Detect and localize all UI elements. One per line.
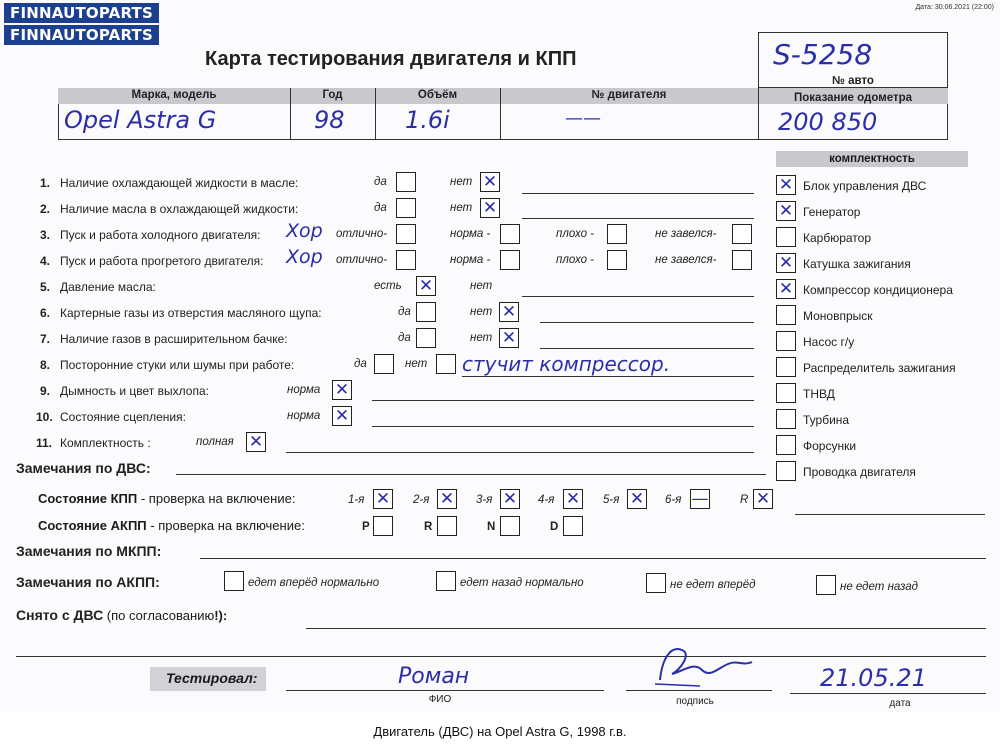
date-stamp: Дата: 30.06.2021 (22:00)	[915, 4, 994, 11]
header-volume: Объём	[417, 89, 458, 101]
removed-end: !):	[214, 608, 228, 623]
q8-text: Посторонние стуки или шумы при работе:	[60, 358, 295, 372]
q3-ploho-checkbox[interactable]	[607, 224, 627, 244]
akpp-forward-ok-label: едет вперёд нормально	[248, 577, 380, 589]
q3-ne-zavelsya-label: не завелся-	[655, 228, 717, 240]
completeness-header: комплектность	[776, 151, 968, 167]
completeness-label-carburetor: Карбюратор	[803, 231, 872, 245]
akpp-state-title: Состояние АКПП	[38, 518, 147, 533]
date-handwriting: 21.05.21	[820, 664, 927, 692]
q2-da-checkbox[interactable]	[396, 198, 416, 218]
q8-da-checkbox[interactable]	[374, 354, 394, 374]
completeness-checkbox-turbo[interactable]	[776, 409, 796, 429]
check-mark-icon: ✕	[502, 488, 518, 509]
check-mark-icon: ✕	[248, 431, 264, 452]
gear-4-label: 4-я	[538, 494, 555, 506]
akpp-p-label: P	[362, 521, 370, 533]
akpp-back-ok-label: едет назад нормально	[460, 577, 584, 589]
gear-3-checkbox[interactable]	[500, 489, 520, 509]
q9-norma-checkbox[interactable]	[332, 380, 352, 400]
fio-line	[286, 690, 604, 691]
check-mark-icon: ✕	[501, 327, 517, 348]
gear-1-label: 1-я	[348, 494, 365, 506]
header-odometer: Показание одометра	[758, 92, 948, 104]
removed-rest: (по согласованию	[103, 608, 215, 623]
gear-r-checkbox[interactable]	[753, 489, 773, 509]
q1-da-checkbox[interactable]	[396, 172, 416, 192]
completeness-checkbox-tnvd[interactable]	[776, 383, 796, 403]
q9-norma-label: норма	[287, 384, 321, 396]
q6-number: 6.	[40, 306, 51, 320]
q4-text: Пуск и работа прогретого двигателя:	[60, 254, 264, 268]
watermark-logo-top: FINNAUTOPARTS	[4, 3, 159, 23]
check-mark-icon: ✕	[482, 171, 498, 192]
gear-3-label: 3-я	[476, 494, 493, 506]
q7-number: 7.	[40, 332, 51, 346]
akpp-d-label: D	[550, 521, 559, 533]
signature-label: подпись	[676, 696, 714, 707]
completeness-label-ac-compressor: Компрессор кондиционера	[803, 283, 953, 297]
fio-label: ФИО	[428, 694, 452, 705]
akpp-no-forward-checkbox[interactable]	[646, 573, 666, 593]
col-divider	[290, 88, 291, 140]
q1-line	[522, 193, 754, 194]
auto-number-value: S-5258	[773, 38, 873, 71]
akpp-no-back-label: не едет назад	[840, 581, 919, 593]
q8-line	[462, 376, 754, 377]
completeness-checkbox-ps-pump[interactable]	[776, 331, 796, 351]
dvs-remarks-label: Замечания по ДВС:	[16, 460, 151, 476]
akpp-d-checkbox[interactable]	[563, 516, 583, 536]
date-line	[790, 693, 986, 694]
completeness-label-distributor: Распределитель зажигания	[803, 361, 956, 375]
check-mark-icon: ✕	[501, 301, 517, 322]
q8-handwriting: стучит компрессор.	[462, 352, 671, 376]
header-year: Год	[322, 89, 343, 101]
akpp-state-label	[38, 518, 305, 533]
signature-image	[640, 640, 760, 690]
q3-text: Пуск и работа холодного двигателя:	[60, 228, 261, 242]
q7-da-checkbox[interactable]	[416, 328, 436, 348]
q4-norma-label: норма -	[450, 254, 491, 266]
gear-2-checkbox[interactable]	[437, 489, 457, 509]
q2-da-label: да	[374, 202, 387, 214]
q1-net-label: нет	[450, 176, 473, 188]
akpp-n-label: N	[487, 521, 496, 533]
gear-1-checkbox[interactable]	[373, 489, 393, 509]
watermark-logo-bottom: FINNAUTOPARTS	[4, 25, 159, 45]
q4-handwriting: Хор	[286, 246, 323, 268]
q2-net-checkbox[interactable]	[480, 198, 500, 218]
removed-line-2	[16, 656, 986, 657]
check-mark-icon: ✕	[778, 200, 794, 221]
completeness-checkbox-wiring[interactable]	[776, 461, 796, 481]
akpp-r-checkbox[interactable]	[437, 516, 457, 536]
completeness-label-ignition-coil: Катушка зажигания	[803, 257, 911, 271]
akpp-p-checkbox[interactable]	[373, 516, 393, 536]
year-value: 98	[314, 106, 345, 134]
check-mark-icon: ✕	[778, 252, 794, 273]
photo-caption: Двигатель (ДВС) на Opel Astra G, 1998 г.в.	[0, 712, 1000, 750]
completeness-label-wiring: Проводка двигателя	[803, 465, 916, 479]
completeness-label-ecu: Блок управления ДВС	[803, 179, 927, 193]
completeness-label-ps-pump: Насос г/у	[803, 335, 855, 349]
make-model-value: Opel Astra G	[64, 106, 217, 134]
q6-line	[540, 322, 754, 323]
date-label: дата	[889, 698, 911, 709]
q9-line	[372, 400, 754, 401]
q4-ne-zavelsya-label: не завелся-	[655, 254, 717, 266]
check-mark-icon: ✕	[629, 488, 645, 509]
gear-2-label: 2-я	[413, 494, 430, 506]
q3-handwriting: Хор	[286, 220, 323, 242]
akpp-back-ok-checkbox[interactable]	[436, 571, 456, 591]
q11-number: 11.	[36, 436, 53, 450]
akpp-no-back-checkbox[interactable]	[816, 575, 836, 595]
q9-text: Дымность и цвет выхлопа:	[60, 384, 209, 398]
q6-da-label: да	[398, 306, 411, 318]
akpp-n-checkbox[interactable]	[500, 516, 520, 536]
check-mark-icon: ✕	[439, 488, 455, 509]
gear-6-checkbox[interactable]	[690, 489, 710, 509]
check-mark-icon: ✕	[755, 488, 771, 509]
q3-norma-label: норма -	[450, 228, 491, 240]
akpp-state-rest: - проверка на включение:	[146, 518, 305, 533]
check-mark-icon: ✕	[482, 197, 498, 218]
gear-5-label: 5-я	[603, 494, 620, 506]
q1-text: Наличие охлаждающей жидкости в масле:	[60, 176, 299, 190]
q11-polnaya-label: полная	[196, 436, 234, 448]
check-mark-icon: ✕	[334, 405, 350, 426]
q5-line	[522, 296, 754, 297]
completeness-checkbox-ignition-coil[interactable]	[776, 253, 796, 273]
q2-number: 2.	[40, 202, 51, 216]
q10-number: 10.	[36, 410, 53, 424]
kpp-line	[795, 514, 985, 515]
completeness-checkbox-mono-injection[interactable]	[776, 305, 796, 325]
mkpp-remarks-label: Замечания по МКПП:	[16, 543, 162, 559]
gear-6-label: 6-я	[665, 494, 682, 506]
q4-otlichno-checkbox[interactable]	[396, 250, 416, 270]
auto-number-label: № авто	[832, 75, 874, 87]
check-mark-icon: ✕	[334, 379, 350, 400]
completeness-checkbox-distributor[interactable]	[776, 357, 796, 377]
completeness-checkbox-ac-compressor[interactable]	[776, 279, 796, 299]
q5-est-checkbox[interactable]	[416, 276, 436, 296]
q3-ploho-label: плохо -	[556, 228, 594, 240]
q4-ploho-checkbox[interactable]	[607, 250, 627, 270]
q4-number: 4.	[40, 254, 51, 268]
q7-net-label: нет	[470, 332, 493, 344]
card-title: Карта тестирования двигателя и КПП	[205, 48, 577, 70]
completeness-checkbox-carburetor[interactable]	[776, 227, 796, 247]
col-divider	[375, 88, 376, 140]
q5-text: Давление масла:	[60, 280, 156, 294]
completeness-label-tnvd: ТНВД	[803, 387, 835, 401]
q11-polnaya-checkbox[interactable]	[246, 432, 266, 452]
col-divider	[500, 88, 501, 140]
q3-ne-zavelsya-checkbox[interactable]	[732, 224, 752, 244]
check-mark-icon: ✕	[418, 275, 434, 296]
q6-da-checkbox[interactable]	[416, 302, 436, 322]
q3-number: 3.	[40, 228, 51, 242]
header-engine-number: № двигателя	[591, 89, 667, 101]
akpp-no-forward-label: не едет вперёд	[670, 579, 756, 591]
q9-number: 9.	[40, 384, 51, 398]
completeness-checkbox-generator[interactable]	[776, 201, 796, 221]
q6-net-checkbox[interactable]	[499, 302, 519, 322]
akpp-forward-ok-checkbox[interactable]	[224, 571, 244, 591]
completeness-label-mono-injection: Моновпрыск	[803, 309, 873, 323]
q8-net-label: нет	[405, 358, 428, 370]
q7-text: Наличие газов в расширительном бачке:	[60, 332, 288, 346]
check-mark-icon: ✕	[565, 488, 581, 509]
removed-line-1	[306, 628, 986, 629]
completeness-label-injectors: Форсунки	[803, 439, 857, 453]
kpp-state-title: Состояние КПП	[38, 491, 138, 506]
mkpp-remarks-line	[200, 558, 986, 559]
q8-number: 8.	[40, 358, 51, 372]
q10-text: Состояние сцепления:	[60, 410, 186, 424]
kpp-state-rest: - проверка на включение:	[137, 491, 296, 506]
q1-da-label: да	[374, 176, 387, 188]
completeness-label-generator: Генератор	[803, 205, 861, 219]
q6-text: Картерные газы из отверстия масляного щупа:	[60, 306, 322, 320]
q5-est-label: есть	[374, 280, 402, 292]
q7-da-label: да	[398, 332, 411, 344]
tester-name-handwriting: Роман	[398, 664, 470, 689]
q11-line	[286, 452, 754, 453]
q2-line	[522, 218, 754, 219]
q5-net-label: нет	[470, 280, 493, 292]
q4-norma-checkbox[interactable]	[500, 250, 520, 270]
dash-mark-icon: —	[691, 488, 709, 509]
akpp-remarks-label: Замечания по АКПП:	[16, 574, 160, 590]
q3-norma-checkbox[interactable]	[500, 224, 520, 244]
completeness-label-turbo: Турбина	[803, 413, 850, 427]
q3-otlichno-label: отлично-	[336, 228, 388, 240]
akpp-r-label: R	[424, 521, 433, 533]
q3-otlichno-checkbox[interactable]	[396, 224, 416, 244]
volume-value: 1.6i	[405, 106, 450, 134]
q4-ploho-label: плохо -	[556, 254, 594, 266]
q4-otlichno-label: отлично-	[336, 254, 388, 266]
q4-ne-zavelsya-checkbox[interactable]	[732, 250, 752, 270]
check-mark-icon: ✕	[778, 174, 794, 195]
q11-text: Комплектность :	[60, 436, 151, 450]
check-mark-icon: ✕	[375, 488, 391, 509]
col-divider	[758, 88, 759, 140]
removed-title: Снято с ДВС	[16, 607, 104, 623]
tested-label: Тестировал:	[166, 670, 258, 686]
signature-line	[626, 690, 772, 691]
removed-from-engine-label	[16, 607, 227, 625]
gear-r-label: R	[740, 494, 749, 506]
q7-net-checkbox[interactable]	[499, 328, 519, 348]
check-mark-icon: ✕	[778, 278, 794, 299]
q2-net-label: нет	[450, 202, 473, 214]
q10-norma-label: норма	[287, 410, 321, 422]
engine-number-value: ——	[565, 108, 601, 129]
q8-da-label: да	[354, 358, 367, 370]
q6-net-label: нет	[470, 306, 493, 318]
completeness-checkbox-injectors[interactable]	[776, 435, 796, 455]
q7-line	[540, 348, 754, 349]
dvs-remarks-line	[176, 474, 766, 475]
header-make-model: Марка, модель	[131, 89, 217, 101]
q1-number: 1.	[40, 176, 51, 190]
gear-4-checkbox[interactable]	[563, 489, 583, 509]
q10-line	[372, 426, 754, 427]
kpp-state-label	[38, 491, 295, 506]
q5-number: 5.	[40, 280, 51, 294]
q8-net-checkbox[interactable]	[436, 354, 456, 374]
odometer-value: 200 850	[778, 108, 878, 136]
gear-5-checkbox[interactable]	[627, 489, 647, 509]
completeness-checkbox-ecu[interactable]	[776, 175, 796, 195]
q1-net-checkbox[interactable]	[480, 172, 500, 192]
q2-text: Наличие масла в охлаждающей жидкости:	[60, 202, 299, 216]
q10-norma-checkbox[interactable]	[332, 406, 352, 426]
